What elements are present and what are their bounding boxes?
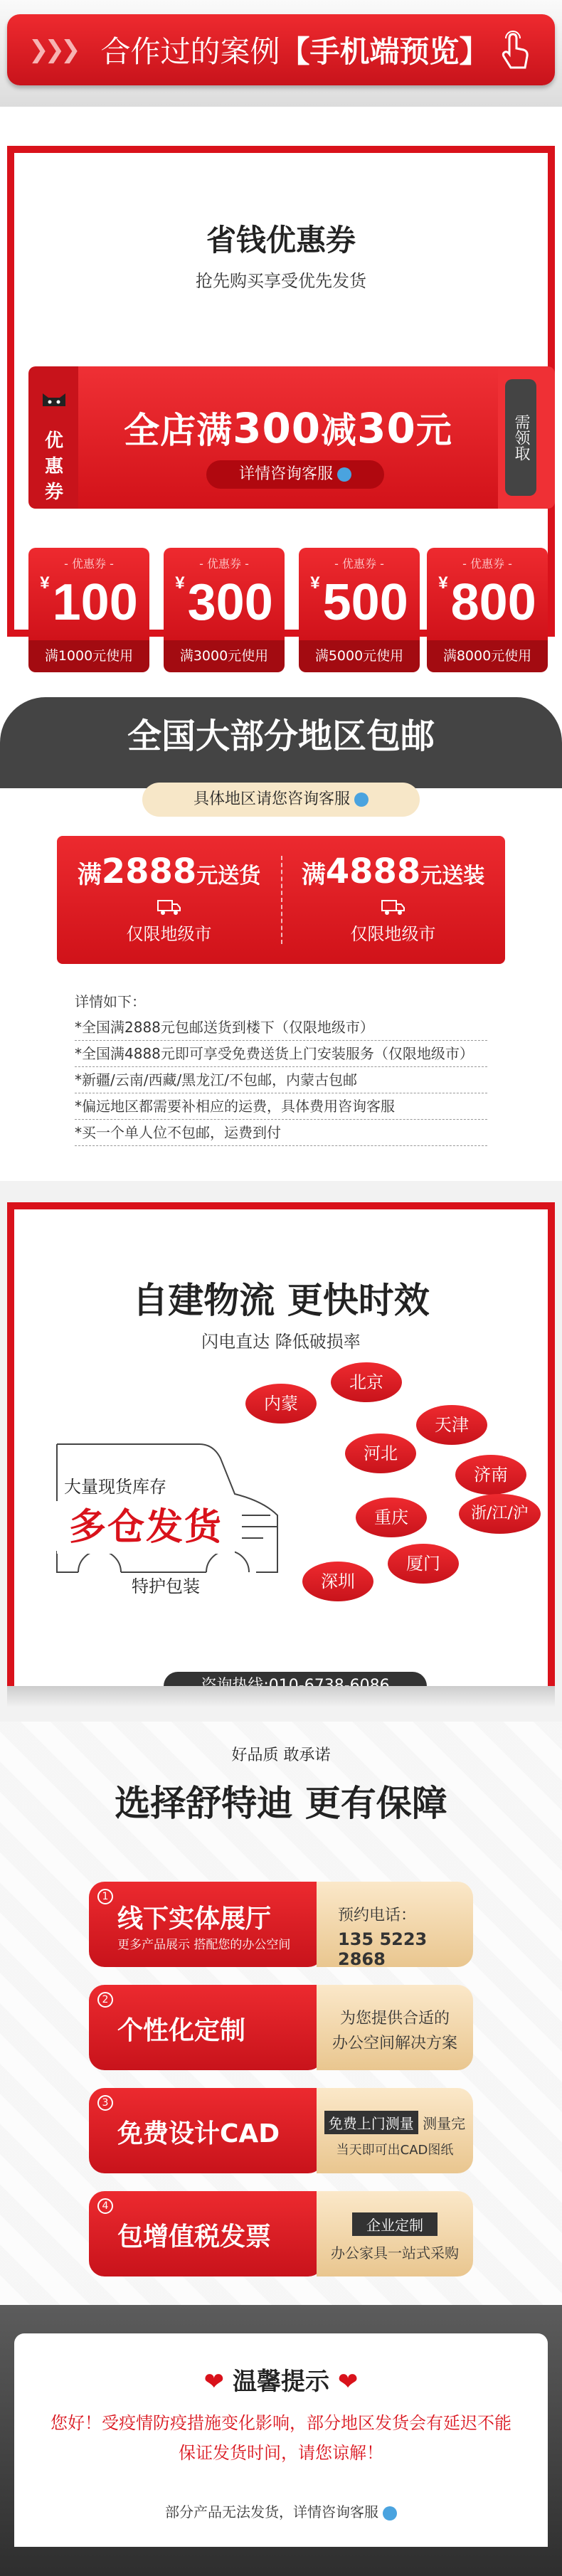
coupon-100[interactable] <box>28 548 149 672</box>
shipping-offer-4888: 满4888元送装 仅限地级市 <box>301 852 485 944</box>
coupon-condition: 满5000元使用 <box>299 640 420 672</box>
coupon-title: 省钱优惠券 <box>206 223 356 258</box>
city-zhe-jiang-hu: 浙/江/沪 <box>459 1494 541 1534</box>
coupon-subtitle: 抢先购买享受优先发货 <box>196 271 366 291</box>
coupon-section <box>0 107 562 683</box>
store-coupon[interactable] <box>28 366 555 509</box>
notice-body: 您好！受疫情防疫措施变化影响，部分地区发货会有延迟不能保证发货时间，请您谅解！ <box>51 2413 511 2463</box>
coupon-800[interactable] <box>427 548 548 672</box>
preview-banner-button[interactable] <box>7 14 555 85</box>
claim-tab[interactable] <box>498 366 555 509</box>
coupon-value: ¥500 <box>310 573 408 631</box>
coupon-300[interactable] <box>164 548 285 672</box>
city-shenzhen: 深圳 <box>302 1562 373 1601</box>
logistics-title: 自建物流 更快时效 <box>132 1280 430 1321</box>
shipping-consult-button[interactable]: 具体地区请您咨询客服 <box>142 783 420 817</box>
details-title: 详情如下： <box>75 993 146 1010</box>
coupon-condition: 满1000元使用 <box>28 640 149 672</box>
logistics-section <box>0 1181 562 1722</box>
city-beijing: 北京 <box>331 1362 402 1402</box>
chat-bubble-icon <box>383 2506 397 2521</box>
truck-bottom-text: 特护包装 <box>132 1576 200 1596</box>
coupon-value: ¥800 <box>438 573 536 631</box>
guarantee-title: 选择舒特迪 更有保障 <box>115 1783 447 1824</box>
guarantee-tagline: 好品质 敢承诺 <box>231 1747 331 1764</box>
detail-item: *全国满4888元即可享受免费送货上门安装服务（仅限地级市） <box>75 1041 487 1067</box>
coupon-value: ¥100 <box>40 573 138 631</box>
coupon-main <box>78 366 498 509</box>
notice-card <box>14 2333 548 2547</box>
guarantee-custom[interactable]: 2 个性化定制 为您提供合适的 办公空间解决方案 <box>89 1985 473 2070</box>
detail-item: *新疆/云南/西藏/黑龙江/不包邮，内蒙古包邮 <box>75 1067 487 1093</box>
notice-title: ❤ 温馨提示 ❤ <box>203 2368 359 2396</box>
city-tianjin: 天津 <box>416 1405 487 1445</box>
city-chongqing: 重庆 <box>356 1498 427 1537</box>
coupon-label: - 优惠券 - <box>462 557 512 571</box>
tap-hand-icon <box>497 28 532 71</box>
logistics-frame <box>7 1202 555 1700</box>
coupon-badge-text: 优惠券 <box>44 430 63 503</box>
coupon-condition: 满3000元使用 <box>164 640 285 672</box>
guarantee-showroom[interactable]: 1 线下实体展厅 更多产品展示 搭配您的办公空间 预约电话： 135 5223 2868 <box>89 1882 473 1967</box>
notice-section <box>0 2305 562 2576</box>
coupon-label: - 优惠券 - <box>334 557 384 571</box>
guarantee-cad[interactable]: 3 免费设计CAD 免费上门测量 测量完 当天即可出CAD图纸 <box>89 2088 473 2173</box>
detail-item: *买一个单人位不包邮，运费到付 <box>75 1120 487 1146</box>
coupon-500[interactable] <box>299 548 420 672</box>
coupon-main-title: 全店满300减30元 <box>124 404 452 452</box>
truck-big-text: 多仓发货 <box>57 1501 235 1554</box>
chat-bubble-icon <box>337 467 351 482</box>
shipping-details <box>75 989 487 1146</box>
city-neimeng: 内蒙 <box>245 1384 317 1424</box>
coupon-badge <box>28 366 80 509</box>
shipping-card <box>57 836 505 964</box>
guarantee-section <box>0 1722 562 2305</box>
shipping-offer-2888: 满2888元送货 仅限地级市 <box>77 852 261 944</box>
coupon-condition: 满8000元使用 <box>427 640 548 672</box>
top-banner <box>0 0 562 107</box>
detail-item: *偏远地区都需要补相应的运费，具体费用咨询客服 <box>75 1093 487 1120</box>
chevrons-icon: ❯❯❯ <box>28 36 77 64</box>
section-shadow <box>7 1686 555 1707</box>
shipping-title: 全国大部分地区包邮 <box>0 697 562 788</box>
guarantee-invoice[interactable]: 4 包增值税发票 企业定制 办公家具一站式采购 <box>89 2191 473 2276</box>
heart-icon: ❤ <box>337 2368 359 2396</box>
coupon-value: ¥300 <box>175 573 273 631</box>
truck-top-text: 大量现货库存 <box>64 1477 166 1497</box>
notice-footer[interactable]: 部分产品无法发货，详情咨询客服 <box>14 2501 548 2521</box>
city-xiamen: 厦门 <box>388 1544 459 1584</box>
city-hebei: 河北 <box>345 1433 416 1473</box>
banner-title: 合作过的案例【手机端预览】 <box>100 35 489 68</box>
logistics-subtitle: 闪电直达 降低破损率 <box>201 1332 361 1352</box>
cat-icon <box>40 391 68 412</box>
coupon-consult-button[interactable]: 详情咨询客服 <box>206 460 384 489</box>
coupon-label: - 优惠券 - <box>199 557 249 571</box>
detail-item: *全国满2888元包邮送货到楼下（仅限地级市） <box>75 1014 487 1041</box>
claim-label: 需领取 <box>505 379 536 496</box>
heart-icon: ❤ <box>203 2368 225 2396</box>
coupon-frame <box>7 146 555 664</box>
city-jinan: 济南 <box>455 1455 526 1495</box>
truck-icon <box>157 899 181 916</box>
coupon-label: - 优惠券 - <box>64 557 114 571</box>
chat-bubble-icon <box>354 793 369 807</box>
shipping-section <box>0 683 562 1181</box>
truck-icon <box>381 899 405 916</box>
